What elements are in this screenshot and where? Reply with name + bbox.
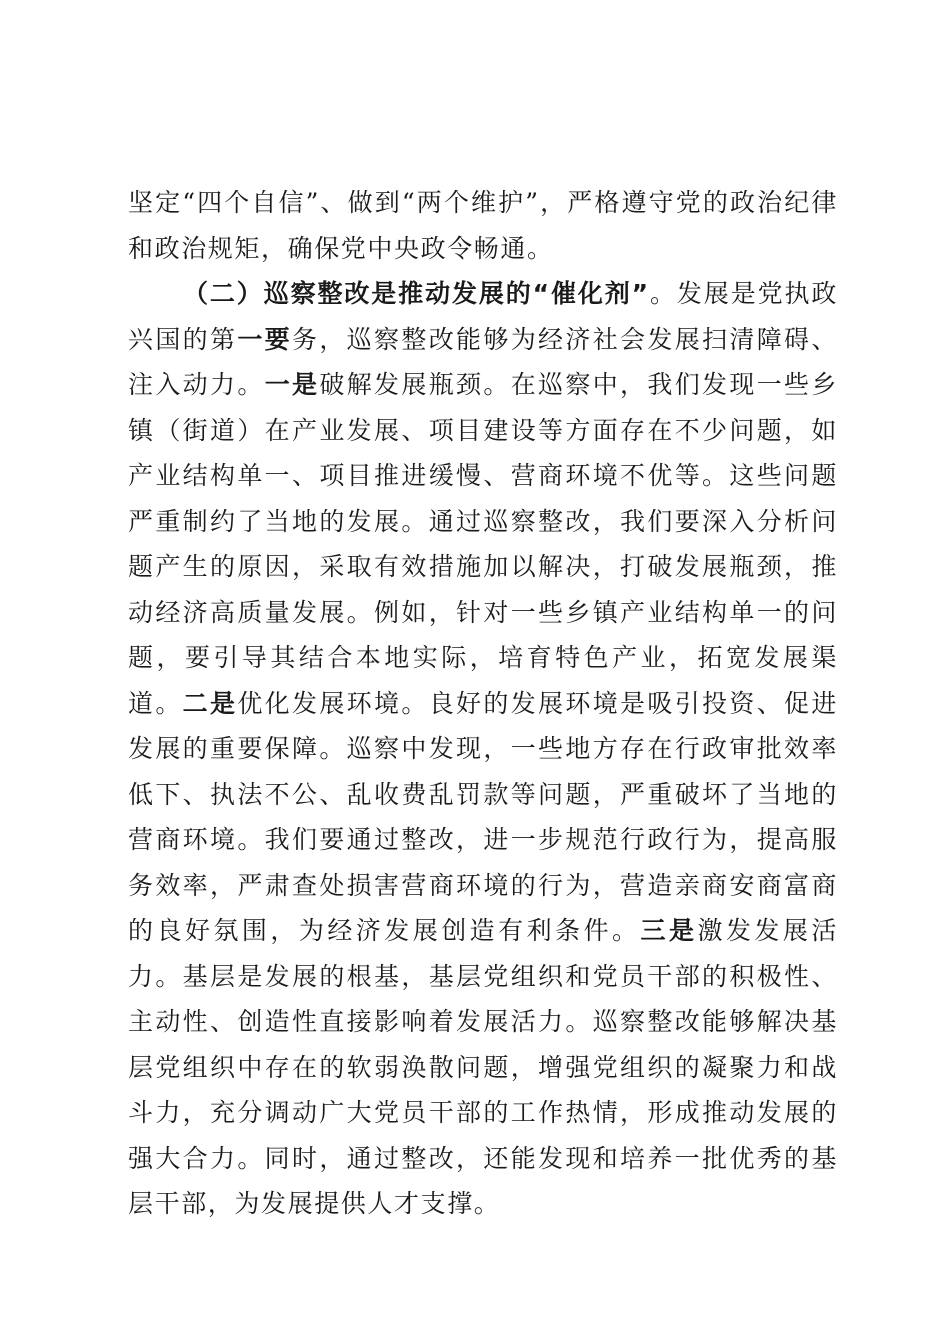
body-text	[128, 180, 838, 1227]
paragraph-text: 破解发展瓶颈。在巡察中，我们发现一些乡镇（街道）在产业发展、项目建设等方面存在不少问题，如产业结构单一、项目推进缓慢、营商环境不优等。这些问题严重制约了当地的发展。通过巡察整改，我们要深入分析问题产生的原因，采取有效措施加以解决，打破发展瓶颈，推动经济高质量发展。例如，针对一些乡镇产业结构单一的问题，要引导其结合本地实际，培育特色产业，拓宽发展渠道。	[128, 370, 838, 718]
paragraph-text: 务，巡察整改能够为经济社会发展扫清障碍、注入动力。	[128, 324, 838, 399]
section-heading: （二）巡察整改是推动发展的“催化剂”	[183, 279, 650, 308]
keyword-second: 二是	[182, 688, 238, 718]
paragraph-text: 。发展是党执政兴国的第	[128, 279, 838, 354]
keyword-first: 一是	[264, 370, 320, 399]
paragraph-text: 优化发展环境。良好的发展环境是吸引投资、促进发展的重要保障。巡察中发现，一些地方存在行政审批效率低下、执法不公、乱收费乱罚款等问题，严重破坏了当地的营商环境。我们要通过整改，进一步规范行政行为，提高服务效率，严肃查处损害营商环境的行为，营造亲商安商富商的良好氛围，为经济发展创造有利条件。	[128, 688, 838, 945]
paragraph-political-discipline	[128, 180, 838, 271]
keyword-emphasis: 一要	[237, 324, 293, 354]
paragraph-text: 激发发展活力。基层是发展的根基，基层党组织和党员干部的积极性、主动性、创造性直接影响着发展活力。巡察整改能够解决基层党组织中存在的软弱涣散问题，增强党组织的凝聚力和战斗力，充分调动广大党员干部的工作热情，形成推动发展的强大合力。同时，通过整改，还能发现和培养一批优秀的基层干部，为发展提供人才支撑。	[128, 916, 838, 1218]
paragraph-text: 坚定“四个自信”、做到“两个维护”，严格遵守党的政治纪律和政治规矩，确保党中央政令畅通。	[128, 188, 838, 263]
paragraph-rectification-catalyst	[128, 271, 838, 1227]
keyword-third: 三是	[640, 916, 698, 945]
